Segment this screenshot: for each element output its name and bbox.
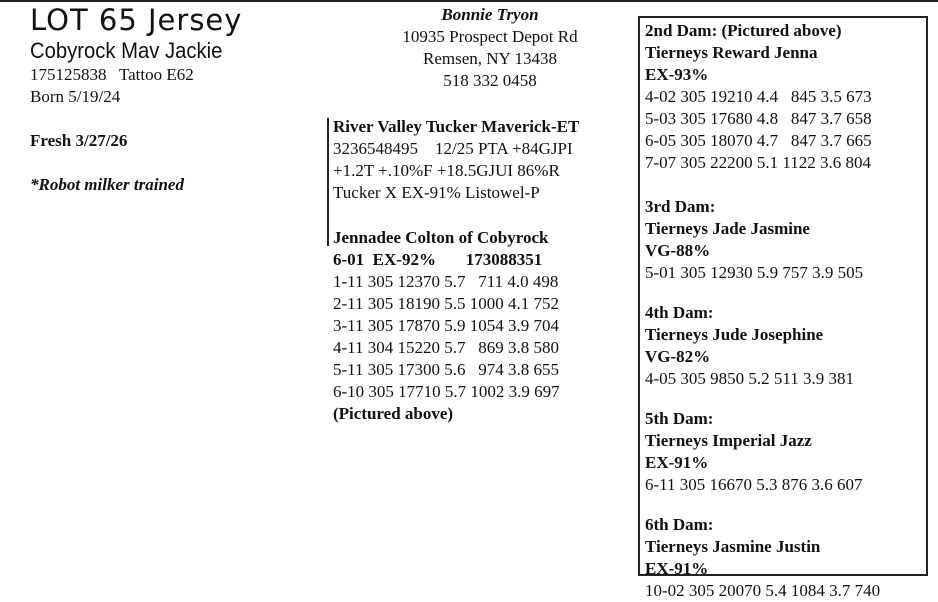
dam-record: 5-03 305 17680 4.8 847 3.7 658	[645, 109, 872, 128]
born-date: Born 5/19/24	[30, 87, 121, 106]
dam-label: 4th Dam:	[645, 303, 714, 322]
cow-info	[30, 64, 194, 108]
dam-name: Tierneys Reward Jenna	[645, 43, 818, 62]
sire-line: 3236548495 12/25 PTA +84GJPI	[333, 139, 573, 158]
robot-note: *Robot milker trained	[30, 175, 184, 194]
dam-entry-2nd	[645, 20, 926, 174]
sire-name: River Valley Tucker Maverick-ET	[333, 117, 580, 136]
owner-phone: 518 332 0458	[443, 71, 537, 90]
dam-label: 6th Dam:	[645, 515, 714, 534]
owner-address1: 10935 Prospect Depot Rd	[402, 27, 578, 46]
dam-label: 5th Dam:	[645, 409, 714, 428]
dam-name: Tierneys Jasmine Justin	[645, 537, 821, 556]
dam-entry-6th	[645, 514, 926, 602]
dam-record: 6-10 305 17710 5.7 1002 3.9 697	[333, 382, 560, 401]
dam-block	[333, 227, 560, 425]
dam-record: 4-05 305 9850 5.2 511 3.9 381	[645, 369, 855, 388]
dam-entry-4th	[645, 302, 926, 390]
owner-address2: Remsen, NY 13438	[423, 49, 557, 68]
dam-record: 2-11 305 18190 5.5 1000 4.1 752	[333, 294, 560, 313]
dam-name: Jennadee Colton of Cobyrock	[333, 228, 549, 247]
dam-name: Tierneys Imperial Jazz	[645, 431, 812, 450]
owner-block	[360, 4, 620, 92]
dam-score: VG-82%	[645, 347, 711, 366]
dam-classification: 6-01 EX-92% 173088351	[333, 250, 543, 269]
dam-record: 7-07 305 22200 5.1 1122 3.6 804	[645, 153, 872, 172]
dam-label: 3rd Dam:	[645, 197, 716, 216]
dam-record: 5-01 305 12930 5.9 757 3.9 505	[645, 263, 864, 282]
dam-name: Tierneys Jade Jasmine	[645, 219, 810, 238]
dam-record: 4-11 304 15220 5.7 869 3.8 580	[333, 338, 560, 357]
fresh-date: Fresh 3/27/26	[30, 131, 128, 150]
dam-record: 1-11 305 12370 5.7 711 4.0 498	[333, 272, 559, 291]
cow-name: Cobyrock Mav Jackie	[30, 38, 223, 63]
dam-record: 4-02 305 19210 4.4 845 3.5 673	[645, 87, 872, 106]
dam-record: 5-11 305 17300 5.6 974 3.8 655	[333, 360, 560, 379]
dam-note: (Pictured above)	[333, 404, 454, 423]
dam-score: EX-91%	[645, 453, 709, 472]
sire-block	[333, 116, 579, 204]
dam-record: 6-05 305 18070 4.7 847 3.7 665	[645, 131, 872, 150]
dam-score: EX-91%	[645, 559, 709, 578]
dam-entry-3rd	[645, 196, 926, 284]
lot-title: LOT 65 Jersey	[30, 3, 243, 37]
dam-label: 2nd Dam: (Pictured above)	[645, 21, 842, 40]
sire-line: +1.2T +.10%F +18.5GJUI 86%R	[333, 161, 560, 180]
pedigree-bracket	[327, 118, 329, 246]
dam-score: EX-93%	[645, 65, 709, 84]
sire-line: Tucker X EX-91% Listowel-P	[333, 183, 540, 202]
dam-record: 6-11 305 16670 5.3 876 3.6 607	[645, 475, 863, 494]
dam-entry-5th	[645, 408, 926, 496]
ancestry-box	[638, 16, 928, 600]
reg-tattoo: 175125838 Tattoo E62	[30, 65, 194, 84]
dam-score: VG-88%	[645, 241, 711, 260]
dam-name: Tierneys Jude Josephine	[645, 325, 824, 344]
owner-name: Bonnie Tryon	[441, 5, 539, 24]
dam-record: 10-02 305 20070 5.4 1084 3.7 740	[645, 581, 881, 600]
dam-record: 3-11 305 17870 5.9 1054 3.9 704	[333, 316, 560, 335]
